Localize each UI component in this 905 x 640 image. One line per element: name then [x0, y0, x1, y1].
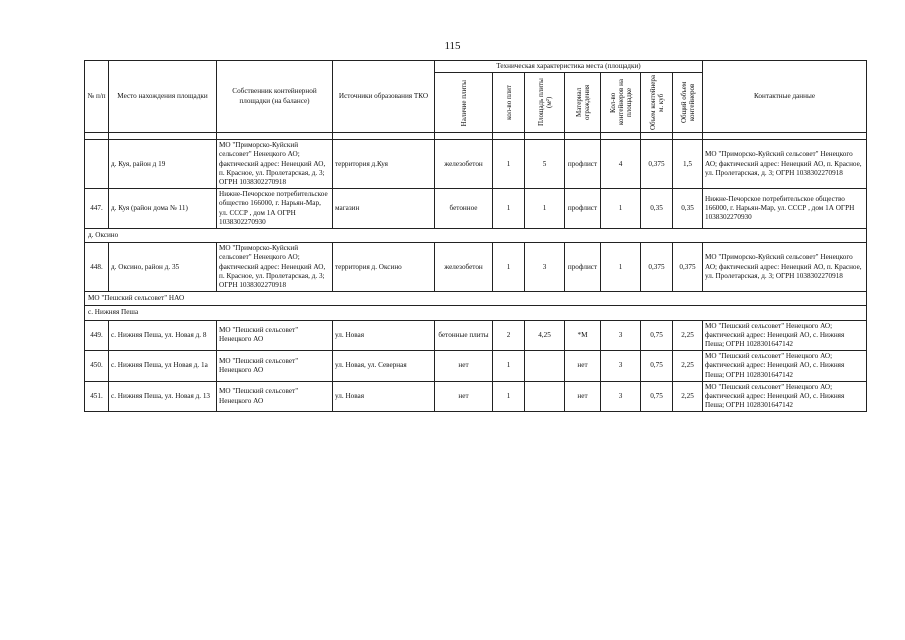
cell-contacts: МО "Приморско-Куйский сельсовет" Ненецкого АО; фактический адрес: Ненецкий АО, п. Красное, ул. Пролетарская, д. 3; ОГРН 1038302270918	[703, 243, 867, 292]
cell-num: 449.	[85, 320, 109, 351]
header-fence	[565, 73, 601, 133]
cell-fence: профлист	[565, 189, 601, 229]
cell-count: 2	[493, 320, 525, 351]
cell-count: 1	[493, 189, 525, 229]
cell-owner: МО "Приморско-Куйский сельсовет" Ненецкого АО; фактический адрес: Ненецкий АО, п. Красное, ул. Пролетарская, д. 3; ОГРН 1038302270918	[217, 243, 333, 292]
header-area	[525, 73, 565, 133]
cell-num: 447.	[85, 189, 109, 229]
cell-sources: территория д.Куя	[333, 140, 435, 189]
header-fence-label: Материал ограждения	[574, 85, 591, 121]
table-row	[85, 189, 867, 229]
table-row	[85, 351, 867, 382]
cell-volume: 0,375	[641, 140, 673, 189]
cell-count: 1	[493, 351, 525, 382]
cell-containers: 3	[601, 351, 641, 382]
table-row	[85, 381, 867, 412]
cell-area: 1	[525, 189, 565, 229]
cell-contacts: МО "Пешский сельсовет" Ненецкого АО; фактический адрес: Ненецкий АО, с. Нижняя Пеша; ОГРН 1028301647142	[703, 351, 867, 382]
cell-area: 5	[525, 140, 565, 189]
section-row	[85, 229, 867, 243]
cell-total: 0,35	[673, 189, 703, 229]
cell-total: 0,375	[673, 243, 703, 292]
cell-contacts: Нижне-Печорское потребительское общество 166000, г. Нарьян-Мар, ул. СССР , дом 1А ОГРН 1038302270930	[703, 189, 867, 229]
table-row	[85, 320, 867, 351]
cell-sources: ул. Новая	[333, 320, 435, 351]
cell-slab: бетонные плиты	[435, 320, 493, 351]
header-sources: Источники образования ТКО	[333, 61, 435, 133]
spacer-row	[85, 133, 867, 140]
header-volume-label: Объем контейнера м. куб	[648, 75, 665, 131]
cell-contacts: МО "Пешский сельсовет" Ненецкого АО; фактический адрес: Ненецкий АО, с. Нижняя Пеша; ОГРН 1028301647142	[703, 381, 867, 412]
section-title: с. Нижняя Пеша	[85, 306, 867, 320]
header-contacts: Контактные данные	[703, 61, 867, 133]
cell-volume: 0,75	[641, 320, 673, 351]
cell-num: 448.	[85, 243, 109, 292]
cell-containers: 3	[601, 320, 641, 351]
header-location: Место нахождения площадки	[109, 61, 217, 133]
header-owner: Собственник контейнерной площадки (на балансе)	[217, 61, 333, 133]
cell-location: д. Оксино, район д. 35	[109, 243, 217, 292]
section-title: д. Оксино	[85, 229, 867, 243]
cell-num: 451.	[85, 381, 109, 412]
cell-total: 1,5	[673, 140, 703, 189]
cell-contacts: МО "Пешский сельсовет" Ненецкого АО; фактический адрес: Ненецкий АО, с. Нижняя Пеша; ОГРН 1028301647142	[703, 320, 867, 351]
header-num: № п/п	[85, 61, 109, 133]
cell-volume: 0,75	[641, 351, 673, 382]
header-tech: Техническая характеристика места (площадки)	[435, 61, 703, 73]
header-count-label: кол-во плит	[504, 85, 513, 121]
cell-location: д. Куя, район д 19	[109, 140, 217, 189]
cell-fence: нет	[565, 351, 601, 382]
cell-owner: МО "Пешский сельсовет" Ненецкого АО	[217, 320, 333, 351]
cell-sources: территория д. Оксино	[333, 243, 435, 292]
header-containers-label: Кол-во контейнеров на площадке	[608, 79, 633, 126]
cell-volume: 0,375	[641, 243, 673, 292]
header-row-main	[85, 61, 867, 73]
cell-count: 1	[493, 243, 525, 292]
section-row	[85, 292, 867, 306]
cell-slab: железобетон	[435, 140, 493, 189]
header-slab	[435, 73, 493, 133]
header-volume	[641, 73, 673, 133]
cell-num: 450.	[85, 351, 109, 382]
cell-containers: 1	[601, 243, 641, 292]
cell-location: с. Нижняя Пеша, ул. Новая д. 13	[109, 381, 217, 412]
cell-owner: МО "Пешский сельсовет" Ненецкого АО	[217, 351, 333, 382]
cell-fence: *М	[565, 320, 601, 351]
table-row	[85, 140, 867, 189]
cell-slab: нет	[435, 351, 493, 382]
cell-slab: бетонное	[435, 189, 493, 229]
cell-area: 4,25	[525, 320, 565, 351]
cell-area	[525, 381, 565, 412]
cell-sources: ул. Новая	[333, 381, 435, 412]
cell-location: д. Куя (район дома № 11)	[109, 189, 217, 229]
header-total	[673, 73, 703, 133]
registry-table	[84, 60, 867, 412]
cell-count: 1	[493, 140, 525, 189]
section-title: МО "Пешский сельсовет" НАО	[85, 292, 867, 306]
header-containers	[601, 73, 641, 133]
cell-containers: 3	[601, 381, 641, 412]
cell-sources: ул. Новая, ул. Северная	[333, 351, 435, 382]
header-area-label: Площадь плиты (м²)	[536, 78, 553, 127]
cell-area	[525, 351, 565, 382]
cell-location: с. Нижняя Пеша, ул Новая д. 1а	[109, 351, 217, 382]
cell-num	[85, 140, 109, 189]
header-total-label: Общий объем контейнеров	[679, 82, 696, 124]
cell-location: с. Нижняя Пеша, ул. Новая д. 8	[109, 320, 217, 351]
header-count	[493, 73, 525, 133]
cell-slab: железобетон	[435, 243, 493, 292]
section-row	[85, 306, 867, 320]
cell-volume: 0,75	[641, 381, 673, 412]
cell-owner: МО "Пешский сельсовет" Ненецкого АО	[217, 381, 333, 412]
header-slab-label: Наличие плиты	[459, 79, 468, 126]
cell-slab: нет	[435, 381, 493, 412]
cell-containers: 1	[601, 189, 641, 229]
cell-count: 1	[493, 381, 525, 412]
cell-owner: Нижне-Печорское потребительское общество 166000, г. Нарьян-Мар, ул. СССР , дом 1А ОГРН 1038302270930	[217, 189, 333, 229]
cell-containers: 4	[601, 140, 641, 189]
cell-sources: магазин	[333, 189, 435, 229]
cell-owner: МО "Приморско-Куйский сельсовет" Ненецкого АО; фактический адрес: Ненецкий АО, п. Красное, ул. Пролетарская, д. 3; ОГРН 1038302270918	[217, 140, 333, 189]
cell-volume: 0,35	[641, 189, 673, 229]
cell-total: 2,25	[673, 320, 703, 351]
cell-fence: профлист	[565, 140, 601, 189]
cell-fence: профлист	[565, 243, 601, 292]
cell-total: 2,25	[673, 381, 703, 412]
cell-contacts: МО "Приморско-Куйский сельсовет" Ненецкого АО; фактический адрес: Ненецкий АО, п. Красное, ул. Пролетарская, д. 3; ОГРН 1038302270918	[703, 140, 867, 189]
cell-area: 3	[525, 243, 565, 292]
page-number: 115	[444, 40, 461, 52]
cell-fence: нет	[565, 381, 601, 412]
table-row	[85, 243, 867, 292]
cell-total: 2,25	[673, 351, 703, 382]
